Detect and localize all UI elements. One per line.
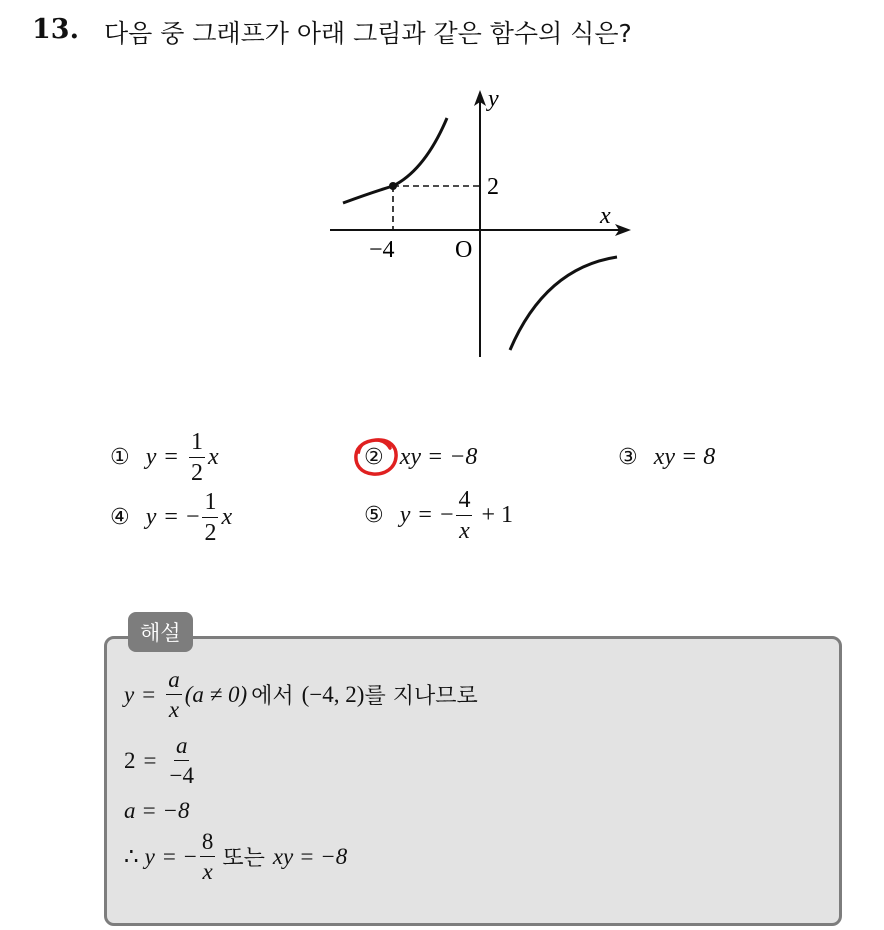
fraction <box>202 490 218 545</box>
solution-label: 해설 <box>128 612 193 652</box>
y-tick-label: 2 <box>487 174 499 200</box>
denominator: −4 <box>169 763 194 788</box>
numerator: a <box>166 668 182 695</box>
choice-tail: x <box>221 504 233 530</box>
choice-1[interactable] <box>110 430 219 485</box>
choice-number: ⑤ <box>364 503 384 528</box>
fraction <box>456 488 472 543</box>
choice-3[interactable] <box>618 444 715 471</box>
denominator: x <box>168 697 180 722</box>
numerator: 8 <box>200 830 216 857</box>
choice-4[interactable] <box>110 490 232 545</box>
equals-sign: = <box>418 502 432 528</box>
numerator: a <box>174 734 190 761</box>
fraction <box>167 734 195 787</box>
condition: (a ≠ 0) <box>184 681 248 707</box>
equals-sign: = <box>143 747 157 773</box>
numerator: 1 <box>189 430 205 458</box>
curve-fourth-quadrant <box>510 257 617 350</box>
choice-number: ④ <box>110 505 130 530</box>
solution-line-2 <box>124 734 199 787</box>
choice-2[interactable] <box>364 444 477 471</box>
choice-expression: xy = 8 <box>653 444 716 470</box>
numerator: 4 <box>456 488 472 516</box>
equals-sign: = <box>164 444 178 470</box>
choice-lhs: y <box>399 502 411 528</box>
solution-lhs: y <box>124 681 135 707</box>
solution-lhs: 2 <box>124 747 136 773</box>
choice-number: ② <box>364 445 384 470</box>
x-axis-label: x <box>600 203 611 229</box>
equals-sign: = <box>164 504 178 530</box>
korean-text: 또는 <box>222 846 265 871</box>
fraction <box>200 830 216 883</box>
korean-text: 를 지나므로 <box>364 684 478 709</box>
minus-sign: − <box>185 504 200 530</box>
minus-sign: − <box>439 502 454 528</box>
korean-text: 에서 <box>251 684 294 709</box>
solution-line-4 <box>124 830 347 883</box>
equals-sign: = <box>142 681 156 707</box>
question-text: 다음 중 그래프가 아래 그림과 같은 함수의 식은? <box>104 19 632 48</box>
x-tick-label: −4 <box>369 237 395 263</box>
minus-sign: − <box>183 843 197 869</box>
choice-number-wrap <box>364 445 384 470</box>
curve-second-quadrant <box>343 118 447 203</box>
denominator: x <box>459 518 470 544</box>
solution-line-1 <box>124 668 478 721</box>
choice-number: ③ <box>618 445 638 470</box>
y-axis-label: y <box>488 86 499 112</box>
choice-tail: x <box>207 444 219 470</box>
numerator: 1 <box>202 490 218 518</box>
fraction <box>189 430 205 485</box>
equals-sign: = <box>162 843 176 869</box>
fraction <box>166 668 182 721</box>
choice-tail: + 1 <box>481 502 514 528</box>
denominator: 2 <box>190 460 203 486</box>
point-coordinates: (−4, 2) <box>301 681 365 707</box>
solution-line-3: a = −8 <box>124 798 190 823</box>
choice-lhs: y <box>145 504 157 530</box>
choice-expression: xy = −8 <box>399 444 478 470</box>
origin-label: O <box>455 237 473 263</box>
solution-lhs: y <box>144 843 155 869</box>
alternate-expression: xy = −8 <box>272 843 348 869</box>
hyperbola-graph <box>325 80 645 365</box>
point-marker <box>389 182 397 190</box>
choice-number: ① <box>110 445 130 470</box>
denominator: 2 <box>204 520 217 546</box>
choice-lhs: y <box>145 444 157 470</box>
question-number: 13. <box>32 14 79 45</box>
therefore-symbol: ∴ <box>124 843 139 869</box>
choice-5[interactable] <box>364 488 513 543</box>
denominator: x <box>202 859 213 884</box>
